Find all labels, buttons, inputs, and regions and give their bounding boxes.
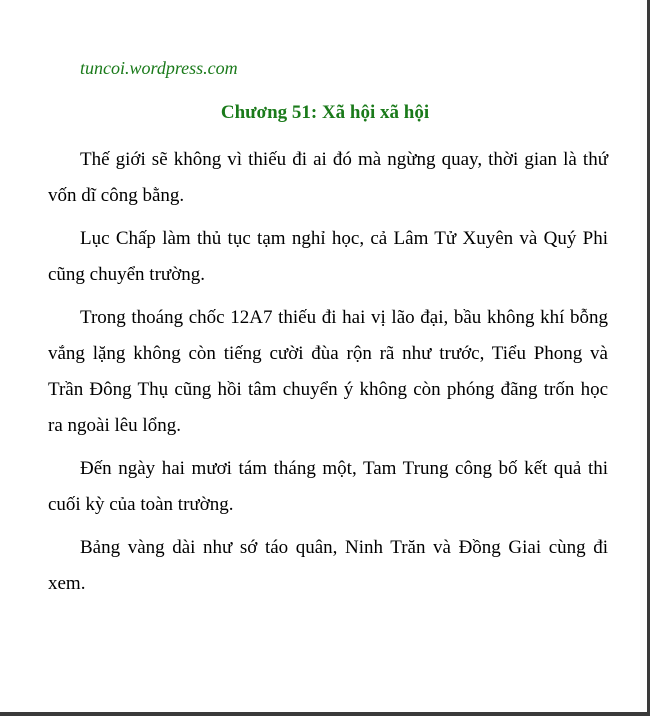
paragraph: Lục Chấp làm thủ tục tạm nghỉ học, cả Lâm Tử Xuyên và Quý Phi cũng chuyển trường. bbox=[48, 228, 608, 285]
site-name: tuncoi.wordpress.com bbox=[80, 58, 238, 78]
paragraph: Trong thoáng chốc 12A7 thiếu đi hai vị lão đại, bầu không khí bỗng vắng lặng không còn tiếng cười đùa rộn rã như trước, Tiểu Phong và Trần Đông Thụ cũng hồi tâm chuyển ý không còn phóng đãng trốn học ra ngoài lêu lổng. bbox=[48, 307, 608, 436]
paragraph: Bảng vàng dài như sớ táo quân, Ninh Trăn và Đồng Giai cùng đi xem. bbox=[48, 537, 608, 594]
document-body bbox=[48, 142, 608, 609]
paragraph: Đến ngày hai mươi tám tháng một, Tam Trung công bố kết quả thi cuối kỳ của toàn trường. bbox=[48, 458, 608, 515]
paragraph: Thế giới sẽ không vì thiếu đi ai đó mà ngừng quay, thời gian là thứ vốn dĩ công bằng. bbox=[48, 149, 608, 206]
chapter-title: Chương 51: Xã hội xã hội bbox=[220, 102, 430, 123]
